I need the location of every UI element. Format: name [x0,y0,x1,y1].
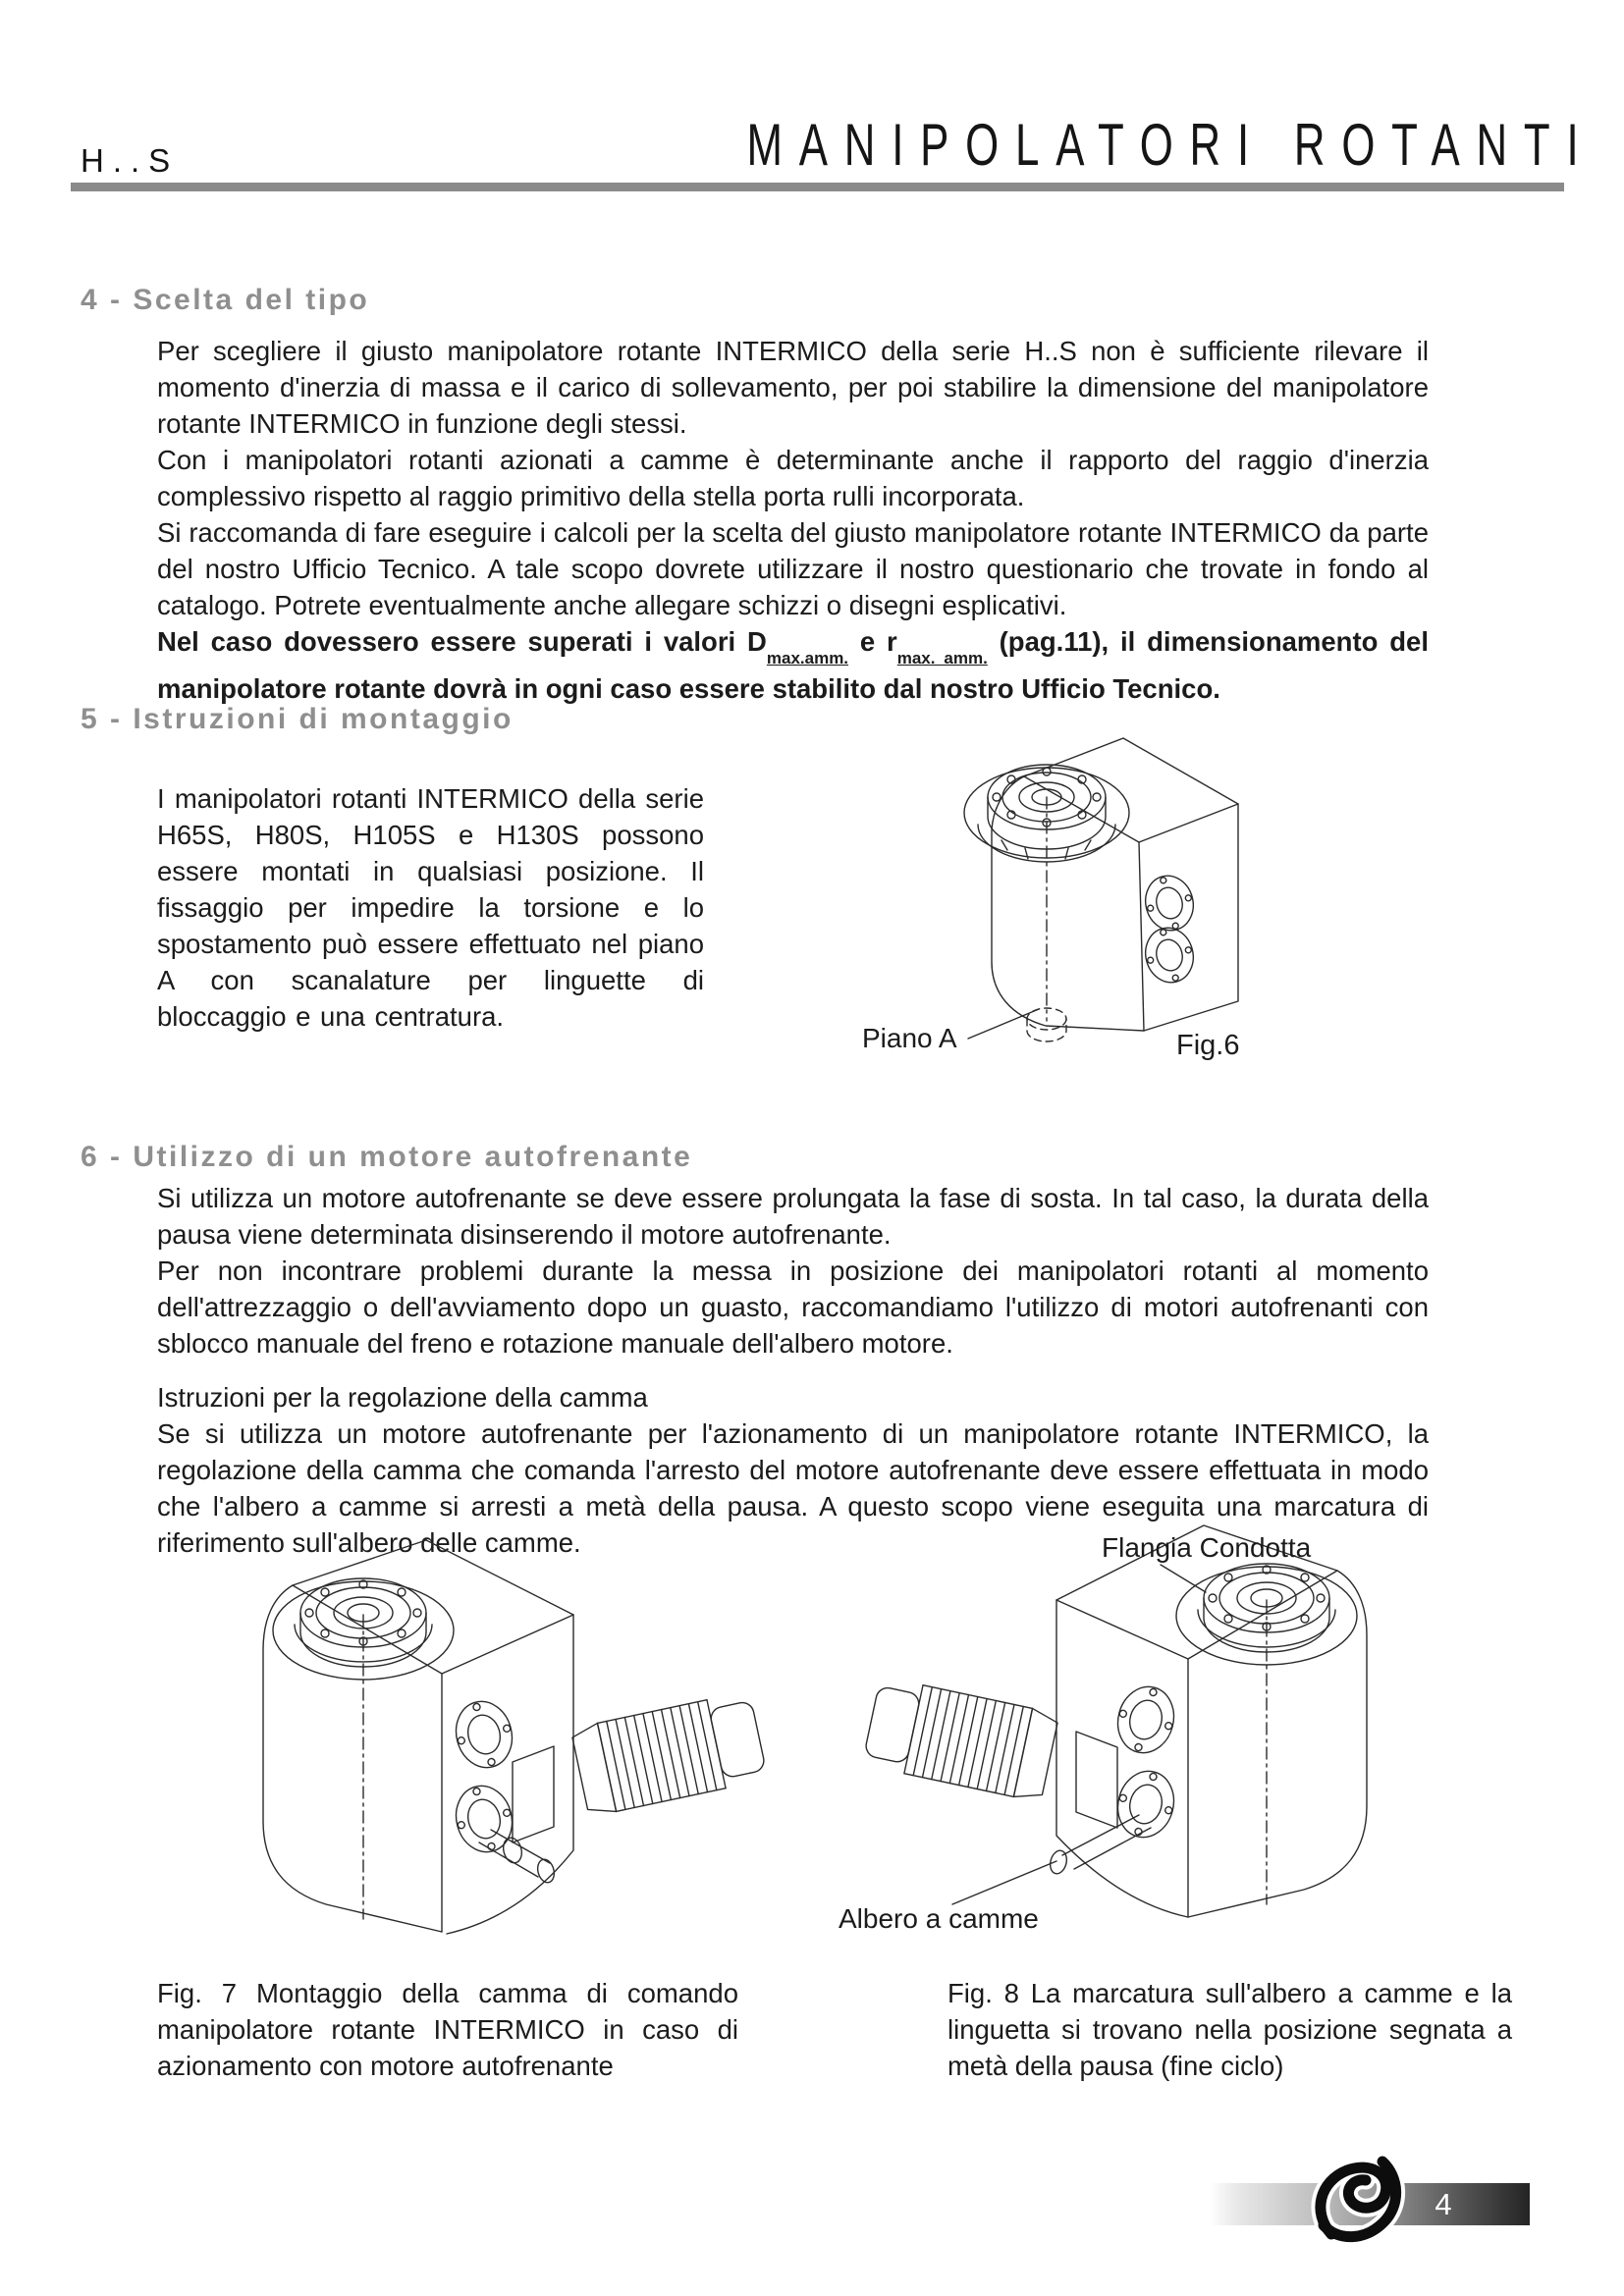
section-5-text [157,780,704,1035]
fig7-cam-shaft [479,1830,550,1877]
subscript-r-max: max. amm. [896,648,988,667]
fig8-flangia-condotta-label: Flangia Condotta [1102,1532,1312,1563]
s4-bold-line-2: manipolatore rotante dovrà in ogni caso essere stabilito dal nostro Ufficio Tecnico. [157,672,1220,704]
series-model-code: H..S [81,142,180,179]
section-heading-4: 4 - Scelta del tipo [81,284,370,316]
page-title: MANIPOLATORI ROTANTI [746,112,1595,178]
flangia-leader-line [1161,1565,1206,1592]
s4-paragraph-2: Con i manipolatori rotanti azionati a camme è determinante anche il rapporto del raggio d'inerzia complessivo rispetto al raggio primitivo della stella porta rulli incorporata. [157,445,1429,511]
s5-paragraph-1: I manipolatori rotanti INTERMICO della serie H65S, H80S, H105S e H130S possono essere montati in qualsiasi posizione. Il fissaggio per impedire la torsione e lo spostamento può essere effettuato nel piano A con scanalature per linguette di bloccaggio e una centratura. [157,783,704,1032]
s4-bold-line-1 [157,623,1429,670]
bold-text: e r [848,626,897,657]
bold-text: (pag.11), il dimensionamento del [987,626,1429,657]
fig7-body-outline [263,1540,768,1934]
s6-paragraph-3: Se si utilizza un motore autofrenante per l'azionamento di un manipolatore rotante INTERMICO, la regolazione della camma che comanda l'arresto del motore autofrenante deve essere effettuata in modo che l'albero a camme si arresti a metà della pausa. A questo scopo viene eseguita una marcatura di riferimento sull'albero delle camme. [157,1418,1429,1558]
page-number: 4 [1435,2187,1452,2221]
fig8-caption-text: Fig. 8 La marcatura sull'albero a camme e la linguetta si trovano nella posizione segnata a metà della pausa (fine ciclo) [947,1978,1512,2081]
fig6-manipulator-drawing [844,726,1296,1070]
section-4-text [157,333,1429,707]
fig8-cam-marking-drawing [815,1512,1424,1963]
fig7-brake-motor [570,1691,768,1818]
fig8-albero-a-camme-label: Albero a camme [839,1903,1039,1934]
s4-paragraph-3: Si raccomanda di fare eseguire i calcoli per la scelta del giusto manipolatore rotante INTERMICO da parte del nostro Ufficio Tecnico. A tale scopo dovrete utilizzare il nostro questionario che trovate in fondo al catalogo. Potrete eventualmente anche allegare schizzi o disegni esplicativi. [157,517,1429,620]
section-heading-5: 5 - Istruzioni di montaggio [81,703,514,735]
s6-subheading: Istruzioni per la regolazione della camma [157,1382,648,1413]
fig6-piano-a-label: Piano A [862,1023,957,1053]
subscript-d-max: max.amm. [766,648,849,667]
fig8-brake-motor [862,1677,1059,1803]
s6-paragraph-1: Si utilizza un motore autofrenante se deve essere prolungata la fase di sosta. In tal caso, la durata della pausa viene determinata disinserendo il motore autofrenante. [157,1183,1429,1250]
fig7-caption [157,1975,738,2084]
s6-paragraph-2: Per non incontrare problemi durante la messa in posizione dei manipolatori rotanti al momento dell'attrezzaggio o dell'avviamento dopo un guasto, raccomandiamo l'utilizzo di motori autofrenanti con sblocco manuale del freno e rotazione manuale dell'albero motore. [157,1255,1429,1359]
albero-leader-line [952,1861,1056,1904]
section-heading-6: 6 - Utilizzo di un motore autofrenante [81,1141,693,1173]
bold-text: Nel caso dovessero essere superati i valori D [157,626,767,657]
fig8-caption [947,1975,1512,2084]
section-6-text [157,1180,1429,1561]
s4-paragraph-1: Per scegliere il giusto manipolatore rotante INTERMICO della serie H..S non è sufficiente rilevare il momento d'inerzia di massa e il carico di sollevamento, per poi stabilire la dimensione del manipolatore rotante INTERMICO in funzione degli stessi. [157,336,1429,439]
fig6-caption-label: Fig.6 [1176,1030,1240,1061]
fig7-caption-text: Fig. 7 Montaggio della camma di comando manipolatore rotante INTERMICO in caso di azionamento con motore autofrenante [157,1978,738,2081]
intermico-logo [1308,2150,1406,2253]
fig8-body-outline [862,1525,1367,1917]
header-rule [71,183,1564,191]
fig7-cam-mount-drawing [216,1526,805,1968]
fig6-body-outline [964,738,1238,1041]
